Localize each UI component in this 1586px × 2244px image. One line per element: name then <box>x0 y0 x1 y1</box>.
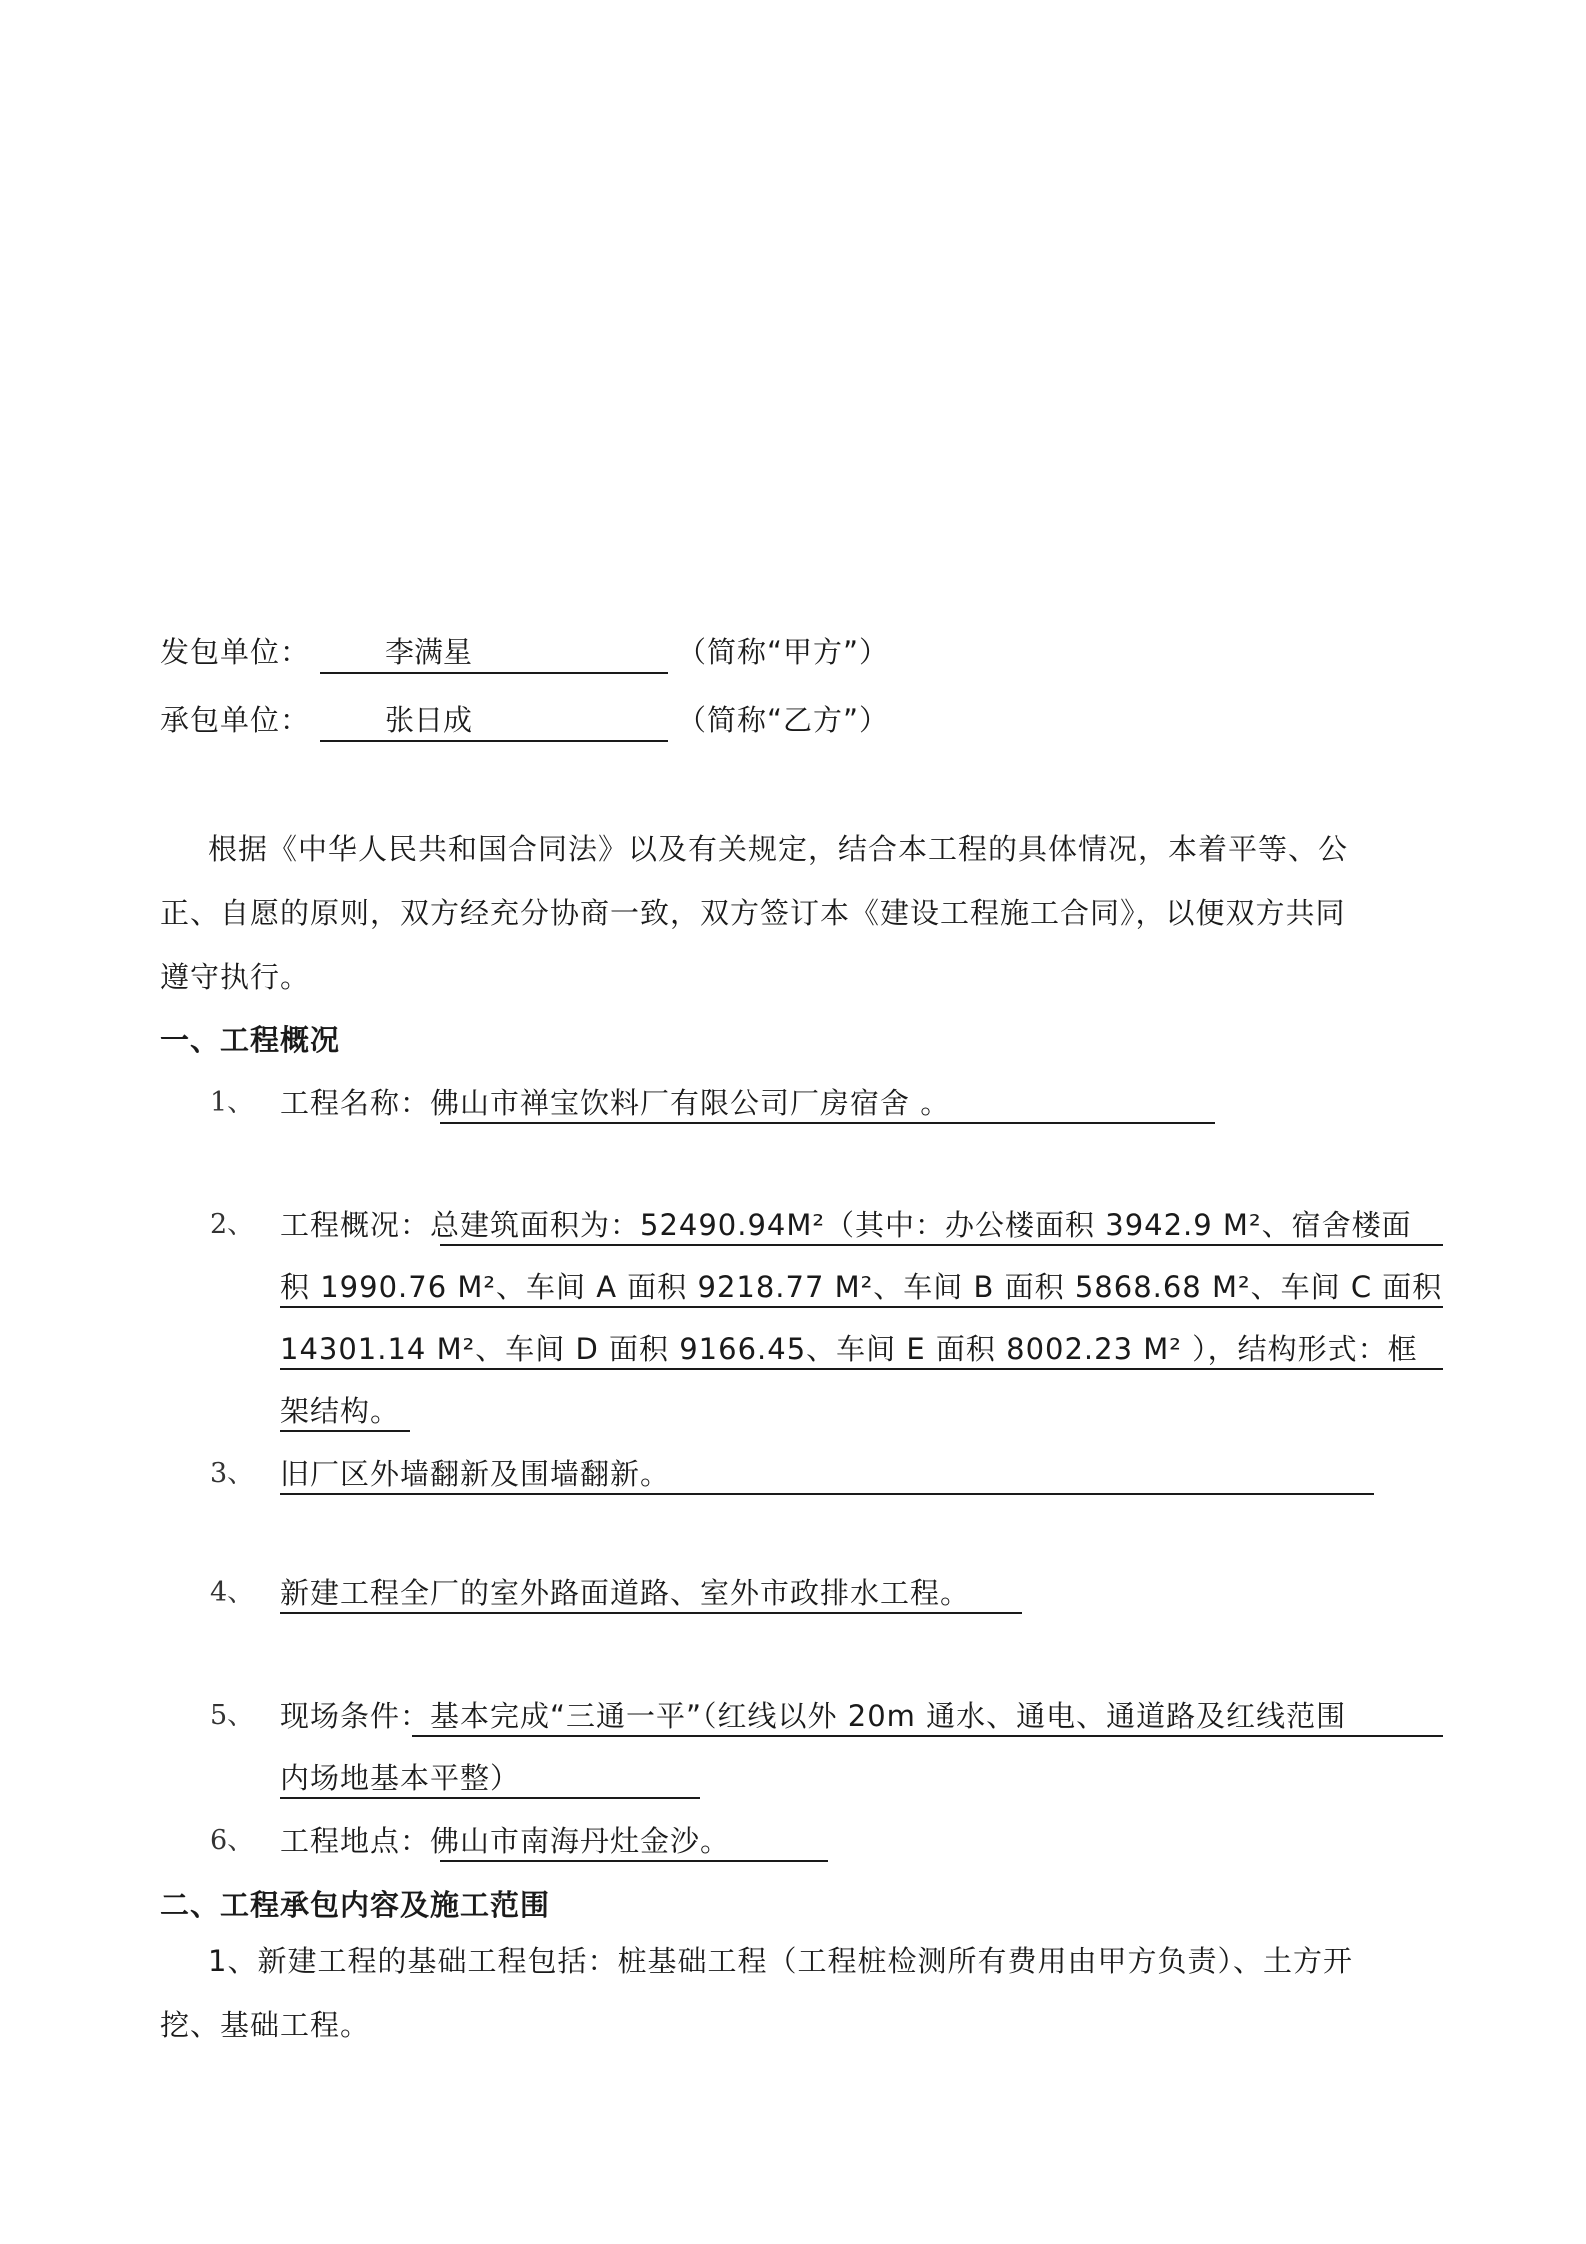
item-4-line-1: 新建工程全厂的室外路面道路、室外市政排水工程。 <box>280 1576 971 1610</box>
item-2-line-4: 架结构。 <box>280 1394 401 1428</box>
employer-alias: （简称“甲方”） <box>677 635 890 669</box>
contractor-underline <box>320 740 668 742</box>
item-2-underline-4 <box>280 1430 410 1432</box>
item-4-underline <box>280 1612 1022 1614</box>
preamble-line-1: 根据《中华人民共和国合同法》以及有关规定，结合本工程的具体情况，本着平等、公 <box>208 832 1349 866</box>
item-5-underline-1 <box>412 1735 1443 1737</box>
section-1-title: 一、工程概况 <box>160 1023 341 1057</box>
item-2-line-3: 14301.14 M²、车间 D 面积 9166.45、车间 E 面积 8002.23 M² ），结构形式：框 <box>280 1332 1418 1366</box>
item-2-line-2: 积 1990.76 M²、车间 A 面积 9218.77 M²、车间 B 面积 5868.68 M²、车间 C 面积 <box>280 1270 1443 1304</box>
item-5-underline-2 <box>280 1797 700 1799</box>
item-6-line-1: 工程地点：佛山市南海丹灶金沙。 <box>280 1824 731 1858</box>
item-5-line-1: 现场条件：基本完成“三通一平”（红线以外 20m 通水、通电、通道路及红线范围 <box>280 1699 1347 1733</box>
item-5-number: 5、 <box>210 1700 255 1731</box>
section-2-item-1-line-1: 1、新建工程的基础工程包括：桩基础工程（工程桩检测所有费用由甲方负责）、土方开 <box>208 1944 1353 1978</box>
item-6-underline <box>440 1860 828 1862</box>
employer-label: 发包单位： <box>160 635 311 669</box>
item-6-number: 6、 <box>210 1825 255 1856</box>
item-1-number: 1、 <box>210 1087 255 1118</box>
preamble-line-2: 正、自愿的原则，双方经充分协商一致，双方签订本《建设工程施工合同》，以便双方共同 <box>160 896 1346 930</box>
section-2-item-1-line-2: 挖、基础工程。 <box>160 2008 371 2042</box>
section-2-title: 二、工程承包内容及施工范围 <box>160 1888 551 1922</box>
item-2-number: 2、 <box>210 1209 255 1240</box>
contractor-label: 承包单位： <box>160 703 311 737</box>
contractor-alias: （简称“乙方”） <box>677 703 890 737</box>
item-1-line-1: 工程名称：佛山市禅宝饮料厂有限公司厂房宿舍 。 <box>280 1086 951 1120</box>
item-3-line-1: 旧厂区外墙翻新及围墙翻新。 <box>280 1457 671 1491</box>
preamble-line-3: 遵守执行。 <box>160 960 311 994</box>
item-3-underline <box>280 1493 1374 1495</box>
item-2-underline-2 <box>280 1306 1443 1308</box>
employer-name: 李满星 <box>385 635 473 669</box>
item-1-underline <box>440 1122 1215 1124</box>
item-3-number: 3、 <box>210 1458 255 1489</box>
item-2-line-1: 工程概况：总建筑面积为：52490.94M²（其中：办公楼面积 3942.9 M²、宿舍楼面 <box>280 1208 1412 1242</box>
item-4-number: 4、 <box>210 1577 255 1608</box>
contractor-name: 张日成 <box>385 703 473 737</box>
employer-underline <box>320 672 668 674</box>
item-2-underline-3 <box>280 1368 1443 1370</box>
item-2-underline-1 <box>440 1244 1443 1246</box>
item-5-line-2: 内场地基本平整） <box>280 1761 521 1795</box>
